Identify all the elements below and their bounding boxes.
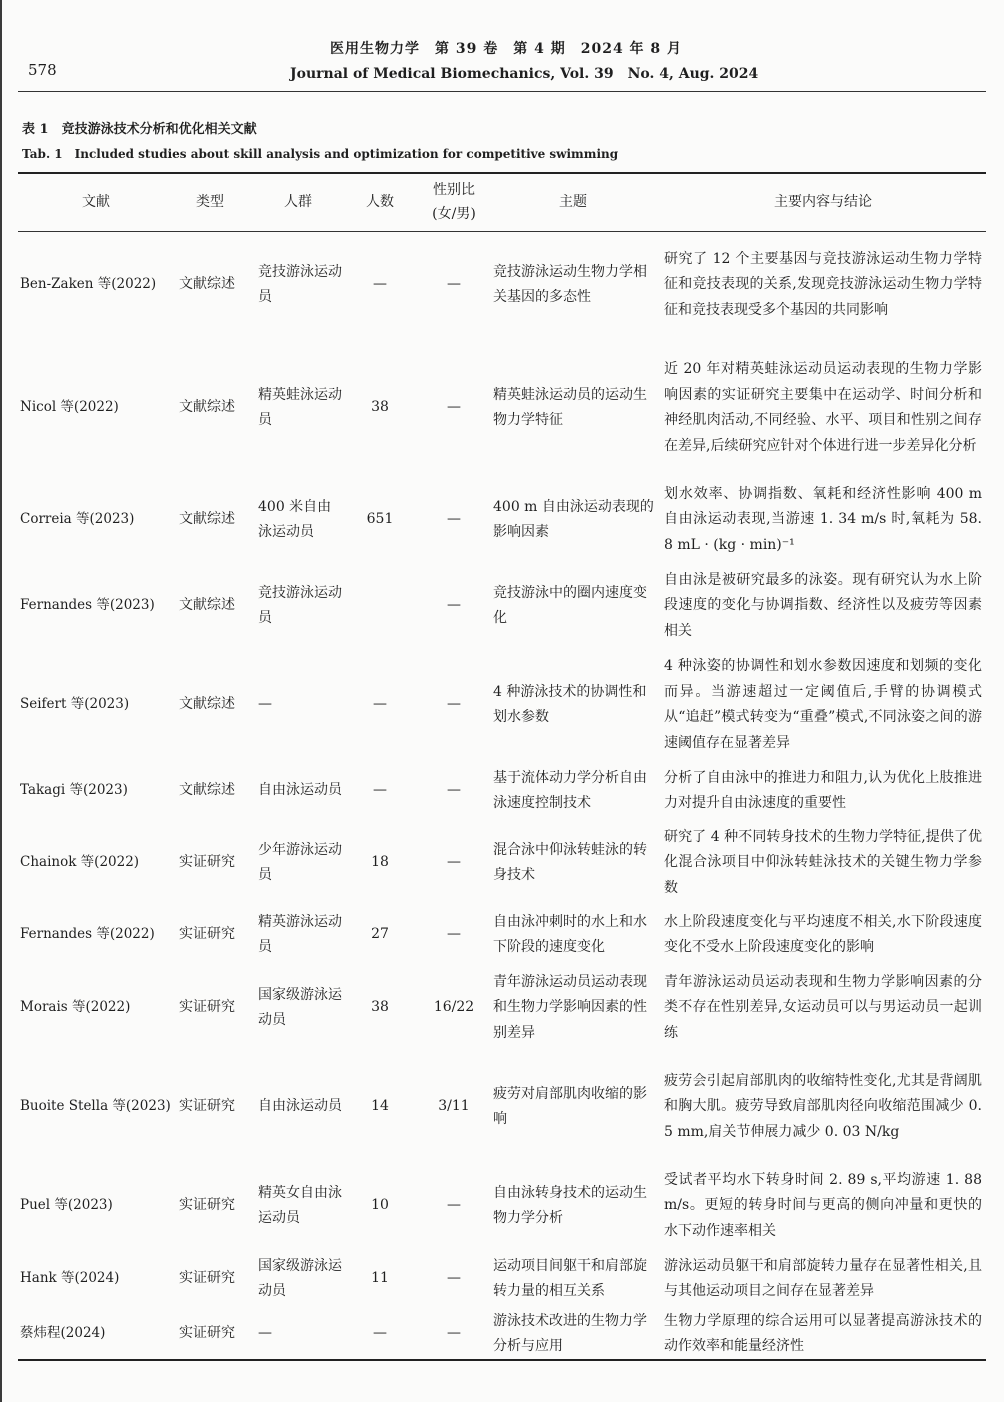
cell-type: 实证研究 — [179, 854, 235, 871]
cell-population: 少年游泳运动员 — [258, 841, 342, 883]
cell-n: 10 — [371, 1197, 389, 1214]
col-header-main: 主要内容与结论 — [774, 193, 872, 210]
cell-topic: 400 m 自由泳运动表现的影响因素 — [493, 498, 654, 540]
cell-sex: — — [447, 926, 461, 943]
cell-main: 受试者平均水下转身时间 2. 89 s,平均游速 1. 88 m/s。更短的转身时间与更高的侧向冲量和更快的水下动作速率相关 — [664, 1171, 982, 1239]
cell-topic: 基于流体动力学分析自由泳速度控制技术 — [493, 769, 647, 811]
cell-ref: Hank 等(2024) — [20, 1270, 120, 1287]
cell-ref: Nicol 等(2022) — [20, 399, 119, 416]
cell-sex: — — [447, 276, 461, 293]
cell-main: 研究了 4 种不同转身技术的生物力学特征,提供了优化混合泳项目中仰泳转蛙泳技术的关键生物力学参数 — [664, 828, 982, 896]
cell-topic: 青年游泳运动员运动表现和生物力学影响因素的性别差异 — [493, 973, 647, 1041]
cell-sex: — — [447, 1325, 461, 1342]
table-row — [0, 761, 1004, 821]
cell-sex: — — [447, 597, 461, 614]
cell-n: — — [373, 696, 387, 713]
cell-ref: Chainok 等(2022) — [20, 854, 140, 871]
cell-type: 实证研究 — [179, 1270, 235, 1287]
header-rule — [18, 91, 986, 92]
running-header — [0, 0, 1004, 90]
table-bottom-rule — [18, 1359, 986, 1361]
cell-main: 4 种泳姿的协调性和划水参数因速度和划频的变化而异。当游速超过一定阈值后,手臂的协调模式从“追赶”模式转变为“重叠”模式,不同泳姿之间的游速阈值存在显著差异 — [664, 658, 982, 751]
table-row — [0, 477, 1004, 563]
cell-type: 实证研究 — [179, 1325, 235, 1342]
cell-ref: Fernandes 等(2022) — [20, 926, 155, 943]
cell-population: 国家级游泳运动员 — [258, 1257, 342, 1299]
cell-population: 精英游泳运动员 — [258, 913, 342, 955]
table-row — [0, 231, 1004, 339]
cell-main: 自由泳是被研究最多的泳姿。现有研究认为水上阶段速度的变化与协调指数、经济性以及疲劳等因素相关 — [664, 571, 982, 639]
cell-ref: Seifert 等(2023) — [20, 696, 130, 713]
cell-ref: Fernandes 等(2023) — [20, 597, 155, 614]
cell-topic: 游泳技术改进的生物力学分析与应用 — [493, 1312, 647, 1354]
cell-n: — — [373, 782, 387, 799]
col-header-sex — [418, 172, 490, 231]
cell-population: 精英蛙泳运动员 — [258, 386, 342, 428]
table-title-en: Tab. 1 Included studies about skill analysis and optimization for competitive swimming — [22, 147, 619, 161]
cell-type: 文献综述 — [179, 511, 235, 528]
cell-main: 划水效率、协调指数、氧耗和经济性影响 400 m 自由泳运动表现,当游速 1. 34 m/s 时,氧耗为 58. 8 mL · (kg · min)⁻¹ — [664, 485, 982, 553]
cell-type: 实证研究 — [179, 1098, 235, 1115]
cell-topic: 竞技游泳运动生物力学相关基因的多态性 — [493, 263, 647, 305]
table-row — [0, 649, 1004, 761]
cell-n: 18 — [371, 854, 389, 871]
cell-main: 分析了自由泳中的推进力和阻力,认为优化上肢推进力对提升自由泳速度的重要性 — [664, 769, 982, 811]
cell-population: 400 米自由泳运动员 — [258, 498, 332, 540]
cell-topic: 自由泳冲刺时的水上和水下阶段的速度变化 — [493, 913, 647, 955]
cell-n: 38 — [371, 399, 389, 416]
cell-type: 文献综述 — [179, 399, 235, 416]
col-header-n: 人数 — [366, 193, 394, 210]
cell-ref: Puel 等(2023) — [20, 1197, 113, 1214]
journal-header-en: Journal of Medical Biomechanics, Vol. 39 No. 4, Aug. 2024 — [290, 66, 759, 82]
cell-sex: — — [447, 854, 461, 871]
table-row — [0, 905, 1004, 965]
cell-n: 651 — [366, 511, 394, 528]
cell-type: 文献综述 — [179, 696, 235, 713]
cell-sex: — — [447, 511, 461, 528]
cell-ref: Buoite Stella 等(2023) — [20, 1098, 171, 1115]
cell-sex: — — [447, 399, 461, 416]
col-header-type: 类型 — [196, 193, 224, 210]
cell-type: 实证研究 — [179, 999, 235, 1016]
table-row — [0, 821, 1004, 905]
cell-sex: 16/22 — [433, 999, 475, 1016]
cell-n: 14 — [371, 1098, 389, 1115]
cell-topic: 4 种游泳技术的协调性和划水参数 — [493, 683, 647, 725]
cell-sex: — — [447, 1270, 461, 1287]
col-header-sex-line1: 性别比 — [433, 181, 475, 198]
cell-sex: 3/11 — [438, 1098, 470, 1115]
cell-population: 自由泳运动员 — [258, 782, 342, 799]
cell-n: — — [373, 276, 387, 293]
cell-population: 竞技游泳运动员 — [258, 263, 342, 305]
cell-main: 青年游泳运动员运动表现和生物力学影响因素的分类不存在性别差异,女运动员可以与男运动员一起训练 — [664, 973, 982, 1041]
cell-ref: Correia 等(2023) — [20, 511, 135, 528]
cell-type: 实证研究 — [179, 926, 235, 943]
cell-population: — — [258, 696, 272, 713]
cell-main: 近 20 年对精英蛙泳运动员运动表现的生物力学影响因素的实证研究主要集中在运动学、时间分析和神经肌肉活动,不同经验、水平、项目和性别之间存在差异,后续研究应针对个体进行进一步差异化分析 — [664, 361, 982, 454]
col-header-population: 人群 — [284, 193, 312, 210]
cell-sex: — — [447, 696, 461, 713]
cell-sex: — — [447, 782, 461, 799]
cell-type: 文献综述 — [179, 597, 235, 614]
table-row — [0, 563, 1004, 649]
col-header-sex-line2: (女/男) — [432, 205, 476, 222]
table-header-row — [0, 172, 1004, 231]
cell-topic: 疲劳对肩部肌肉收缩的影响 — [493, 1085, 647, 1127]
table-row — [0, 1051, 1004, 1163]
col-header-ref: 文献 — [82, 193, 110, 210]
cell-type: 文献综述 — [179, 782, 235, 799]
cell-type: 实证研究 — [179, 1197, 235, 1214]
table-row — [0, 1249, 1004, 1309]
cell-ref: Takagi 等(2023) — [20, 782, 128, 799]
cell-ref: 蔡炜程(2024) — [20, 1325, 106, 1342]
cell-type: 文献综述 — [179, 276, 235, 293]
table-row — [0, 965, 1004, 1051]
journal-header-cn: 医用生物力学 第 39 卷 第 4 期 2024 年 8 月 — [330, 41, 683, 57]
cell-n: — — [373, 1325, 387, 1342]
cell-topic: 自由泳转身技术的运动生物力学分析 — [493, 1184, 647, 1226]
cell-population: 国家级游泳运动员 — [258, 986, 342, 1028]
cell-main: 生物力学原理的综合运用可以显著提高游泳技术的动作效率和能量经济性 — [664, 1312, 982, 1354]
table-row — [0, 1309, 1004, 1359]
cell-population: 精英女自由泳运动员 — [258, 1184, 342, 1226]
cell-population: 竞技游泳运动员 — [258, 584, 342, 626]
cell-sex: — — [447, 1197, 461, 1214]
cell-topic: 精英蛙泳运动员的运动生物力学特征 — [493, 386, 647, 428]
cell-topic: 混合泳中仰泳转蛙泳的转身技术 — [493, 841, 647, 883]
cell-n: 38 — [371, 999, 389, 1016]
cell-main: 疲劳会引起肩部肌肉的收缩特性变化,尤其是背阔肌和胸大肌。疲劳导致肩部肌肉径向收缩范围减少 0. 5 mm,肩关节伸展力减少 0. 03 N/kg — [664, 1072, 982, 1140]
cell-n: 11 — [371, 1270, 389, 1287]
table-row — [0, 339, 1004, 477]
cell-population: — — [258, 1325, 272, 1342]
cell-topic: 运动项目间躯干和肩部旋转力量的相互关系 — [493, 1257, 647, 1299]
cell-main: 研究了 12 个主要基因与竞技游泳运动生物力学特征和竞技表现的关系,发现竞技游泳运动生物力学特征和竞技表现受多个基因的共同影响 — [664, 250, 982, 318]
cell-population: 自由泳运动员 — [258, 1098, 342, 1115]
cell-ref: Morais 等(2022) — [20, 999, 131, 1016]
cell-main: 水上阶段速度变化与平均速度不相关,水下阶段速度变化不受水上阶段速度变化的影响 — [664, 913, 982, 955]
cell-topic: 竞技游泳中的圈内速度变化 — [493, 584, 647, 626]
cell-n — [346, 563, 414, 649]
col-header-topic: 主题 — [559, 193, 587, 210]
page-number: 578 — [28, 61, 57, 79]
cell-main: 游泳运动员躯干和肩部旋转力量存在显著性相关,且与其他运动项目之间存在显著差异 — [664, 1257, 982, 1299]
table-title-cn: 表 1 竞技游泳技术分析和优化相关文献 — [22, 122, 257, 137]
table-row — [0, 1163, 1004, 1249]
cell-ref: Ben-Zaken 等(2022) — [20, 276, 157, 293]
cell-n: 27 — [371, 926, 389, 943]
